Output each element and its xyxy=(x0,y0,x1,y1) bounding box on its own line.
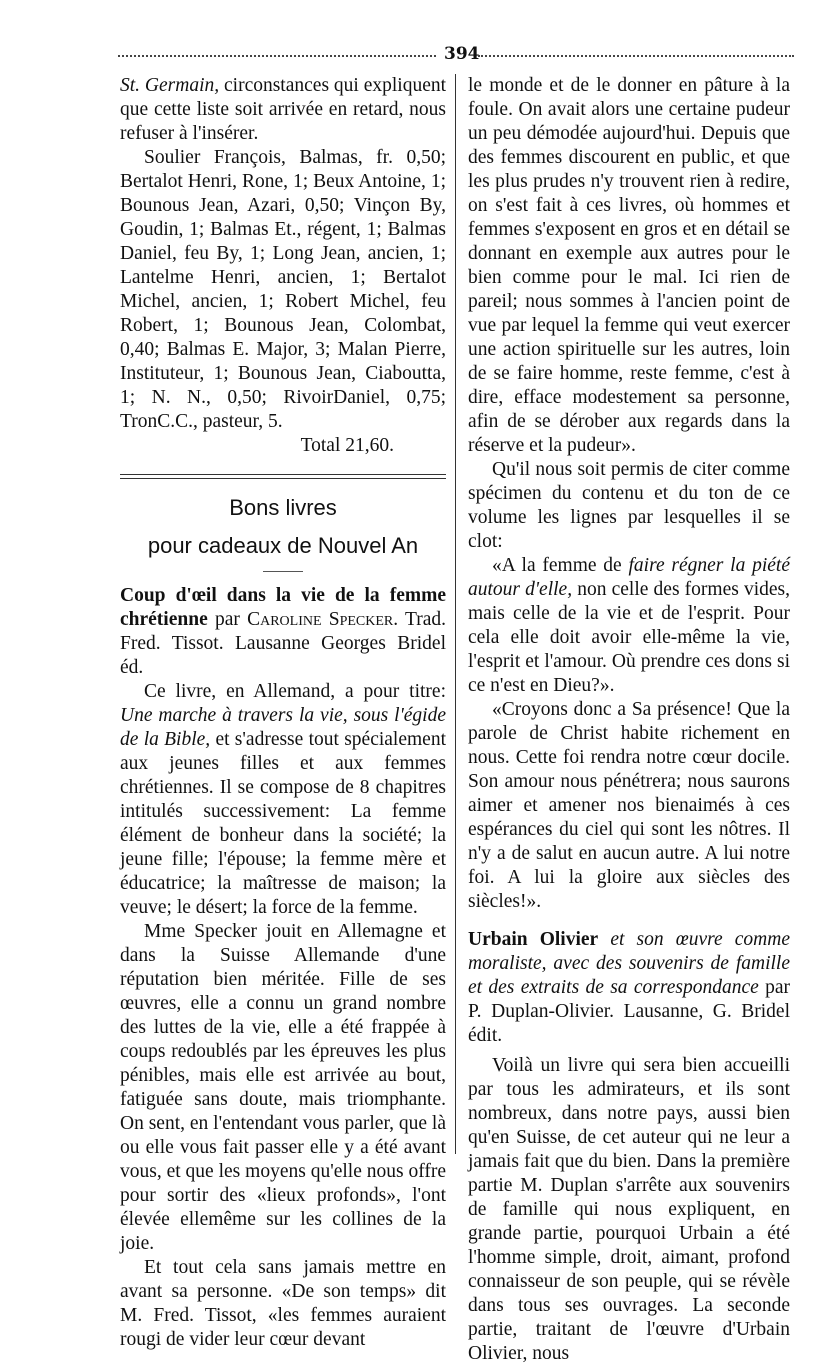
section-heading-line1: Bons livres xyxy=(229,495,337,520)
review-text-cont: et s'adresse tout spécialement aux jeunes filles et aux femmes chrétiennes. Il se compose de 8 chapitres intitulés successivement: La femme élément de bonheur dans la société; la jeune fille; l'épouse; la femme mère et éducatrice; la maîtresse de maison; la veuve; le désert; la force de la femme. xyxy=(120,729,446,918)
page-number: 394 xyxy=(444,44,480,64)
place-name: St. Germain, xyxy=(120,75,220,96)
spacer xyxy=(468,914,790,928)
right-column xyxy=(468,74,790,1366)
section-separator xyxy=(120,474,446,479)
quote-italic: faire régner la piété autour d'elle, xyxy=(468,555,790,600)
column-divider xyxy=(455,74,456,1154)
left-column xyxy=(120,74,446,1352)
book-by: par xyxy=(207,609,248,630)
book-publisher-olivier: par P. Duplan-Olivier. Lausanne, G. Bridel édit. xyxy=(468,977,790,1046)
header-rule-left xyxy=(118,55,436,57)
review-paragraph-continued: le monde et de le donner en pâture à la foule. On avait alors une certaine pudeur un peu démodée aujourd'hui. Depuis que des femmes discourent en public, et que les plus prudes n'y trouvent rien à redire, on s'est fait à ces livres, où hommes et femmes s'exposent en gros et en détail se donnant en exemple aux autres pour le bien comme pour le mal. Ici rien de pareil; nous sommes à l'ancien point de vue par lequel la femme qui veut exercer une action spirituelle sur les autres, loin de se faire homme, reste femme, c'est à dire, efface modestement sa personne, afin de se dérober aux regards dans la réserve et la pudeur». xyxy=(468,75,790,456)
heading-rule xyxy=(263,571,303,572)
review-paragraph-3: Et tout cela sans jamais mettre en avant sa personne. «De son temps» dit M. Fred. Tissot, «les femmes auraient rougi de vider leur cœur devant xyxy=(120,1257,446,1350)
book-title: Coup d'œil dans la vie de la femme chrétienne xyxy=(120,585,446,630)
donation-total: Total 21,60. xyxy=(300,435,394,456)
book-author: Caroline Specker xyxy=(247,609,394,630)
header-rule-right xyxy=(478,55,794,57)
quote-paragraph-2: «Croyons donc a Sa présence! Que la parole de Christ habite richement en nous. Cette foi rendra notre cœur docile. Son amour nous pénétrera; nous saurons aimer et amener nos bienaimés à ces espérances du ciel qui sont les nôtres. Il n'y a de salut en aucun autre. A lui notre foi. A lui la gloire aux siècles des siècles!». xyxy=(468,699,790,912)
book-subtitle: et son œuvre comme moraliste, avec des souvenirs de famille et des extraits de sa correspondance xyxy=(468,929,790,998)
book-entry-olivier xyxy=(468,928,790,1048)
page-header xyxy=(118,44,794,68)
original-title: Une marche à travers la vie, sous l'égide de la Bible, xyxy=(120,705,446,750)
quote-text: «A la femme de xyxy=(492,555,629,576)
review-text: Ce livre, en Allemand, a pour titre: xyxy=(144,681,446,702)
review-paragraph-2: Mme Specker jouit en Allemagne et dans la Suisse Allemande d'une réputation bien méritée. Fille de ses œuvres, elle a connu un grand nombre des luttes de la vie, elle a été frappée à coups redoublés par les épreuves les plus pénibles, mais elle est arrivée au bout, fatiguée sans doute, mais triomphante. On sent, en l'entendant vous parler, que là ou elle vous fait passer elle y a été avant vous, et que les moyens qu'elle nous offre pour sortir des «lieux profonds», l'ont élevée ellemême sur les collines de la joie. xyxy=(120,921,447,1254)
section-heading-line2: pour cadeaux de Nouvel An xyxy=(147,533,419,558)
quote-paragraph-1 xyxy=(468,554,790,698)
review-paragraph-1 xyxy=(120,680,446,920)
book-publisher: . Trad. Fred. Tissot. Lausanne Georges Bridel éd. xyxy=(120,609,447,678)
donor-list: Soulier François, Balmas, fr. 0,50; Bertalot Henri, Rone, 1; Beux Antoine, 1; Bounous Jean, Azari, 0,50; Vinçon By, Goudin, 1; Balmas Et., régent, 1; Balmas Daniel, feu By, 1; Long Jean, ancien, 1; Lantelme Henri, ancien, 1; Bertalot Michel, ancien, 1; Robert Michel, feu Robert, 1; Bounous Jean, Colombat, 0,40; Balmas E. Major, 3; Malan Pierre, Instituteur, 1; Bounous Jean, Ciaboutta, 1; N. N., 0,50; RivoirDaniel, 0,75; TronC.C., pasteur, 5. xyxy=(120,147,446,432)
paragraph-intro-text: circonstances qui expliquent que cette liste soit arrivée en retard, nous refuser à l'insérer. xyxy=(120,75,447,144)
review-paragraph-quote-intro: Qu'il nous soit permis de citer comme spécimen du contenu et du ton de ce volume les lignes par lesquelles il se clot: xyxy=(468,459,790,552)
quote-text-cont: non celle des formes vides, mais celle de la vie et de l'esprit. Pour cela elle doit avoir elle-même la vie, l'esprit et l'amour. Où prendre ces dons si ce n'est en Dieu?». xyxy=(468,579,791,696)
book-entry-specker xyxy=(120,584,446,680)
book-title-olivier: Urbain Olivier xyxy=(468,929,599,950)
paragraph-intro xyxy=(120,74,446,146)
review-olivier-paragraph: Voilà un livre qui sera bien accueilli par tous les admirateurs, et ils sont nombreux, dans notre pays, aussi bien qu'en Suisse, de cet auteur qui ne leur a jamais fait que du bien. Dans la première partie M. Duplan s'arrête aux souvenirs de famille qui nous expliquent, en grande partie, pourquoi Urbain a été l'homme simple, droit, aimant, profond connaisseur de son peuple, qui se révèle dans tous ses ouvrages. La seconde partie, traitant de l'œuvre d'Urbain Olivier, nous xyxy=(468,1055,790,1364)
